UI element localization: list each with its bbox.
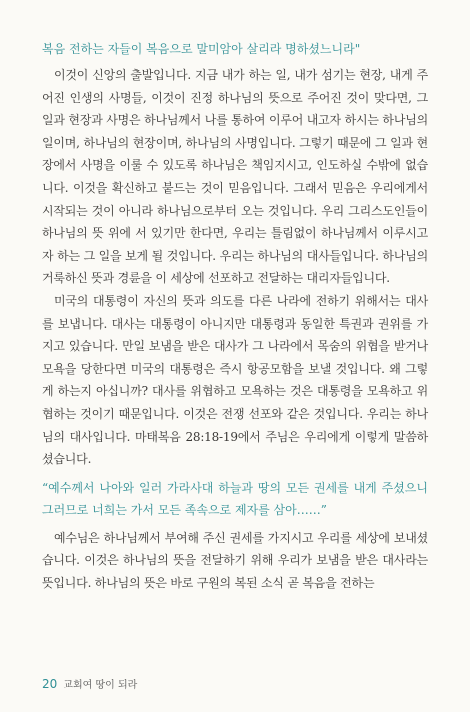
paragraph-1: 이것이 신앙의 출발입니다. 지금 내가 하는 일, 내가 섬기는 현장, 내게 주어진 인생의 사명들, 이것이 진정 하나님의 뜻으로 주어진 것이 맞다면, 그 일과 현장과 사명은 하나님께서 나를 통하여 이루어 내고자 하시는 하나님의 일이며, 하나님의 현장이며, 하나님의 사명입니다. 그렇기 때문에 그 일과 현장에서 사명을 이룰 수 있도록 하나님은 책임지시고, 인도하실 수밖에 없습니다. 이것을 확신하고 붙드는 것이 믿음입니다. 그래서 믿음은 우리에게서 시작되는 것이 아니라 하나님으로부터 오는 것입니다. 우리 그리스도인들이 하나님의 뜻 위에 서 있기만 한다면, 우리는 틀림없이 하나님께서 이루시고자 하는 그 일을 보게 될 것입니다. 우리는 하나님의 대사들입니다. 하나님의 거룩하신 뜻과 경륜을 이 세상에 선포하고 전달하는 대리자들입니다. [42, 68, 428, 286]
paragraph-2: 미국의 대통령이 자신의 뜻과 의도를 다른 나라에 전하기 위해서는 대사를 보냅니다. 대사는 대통령이 아니지만 대통령과 동일한 특권과 권위를 가지고 있습니다. 만일 보냄을 받은 대사가 그 나라에서 목숨의 위협을 받거나 모욕을 당한다면 미국의 대통령은 즉시 항공모함을 보낼 것입니다. 왜 그렇게 하는지 아십니까? 대사를 위협하고 모욕하는 것은 대통령을 모욕하고 위협하는 것이기 때문입니다. 이것은 전쟁 선포와 같은 것입니다. 우리는 하나님의 대사입니다. 마태복음 28:18-19에서 주님은 우리에게 이렇게 말씀하셨습니다. [42, 293, 428, 467]
scripture-quote-top: 복음 전하는 자들이 복음으로 말미암아 살리라 명하셨느니라" [42, 42, 361, 56]
page-footer [42, 676, 137, 691]
running-title: 교회여 땅이 되라 [63, 680, 138, 691]
paragraph-3: 예수님은 하나님께서 부여해 주신 권세를 가지시고 우리를 세상에 보내셨습니다. 이것은 하나님의 뜻을 전달하기 위해 우리가 보냄을 받은 대사라는 뜻입니다. 하나님의 뜻은 바로 구원의 복된 소식 곧 복음을 전하는 [42, 530, 428, 590]
page-number: 20 [42, 677, 58, 691]
scripture-quote-matthew: “예수께서 나아와 일러 가라사대 하늘과 땅의 모든 권세를 내게 주셨으니 그러므로 너희는 가서 모든 족속으로 제자를 삼아……” [42, 480, 428, 517]
page-body [42, 38, 428, 594]
